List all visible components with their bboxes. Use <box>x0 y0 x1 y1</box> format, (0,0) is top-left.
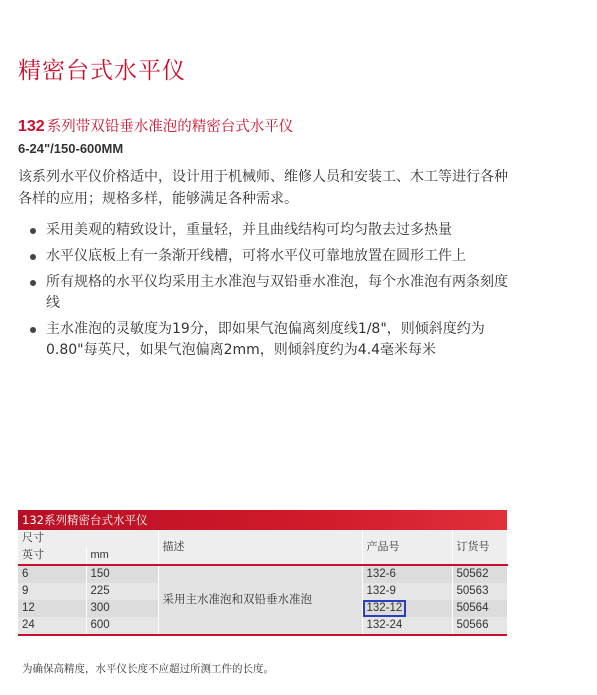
mm-cell: 600 <box>86 617 158 634</box>
series-title-text: 系列带双铅垂水准泡的精密台式水平仪 <box>46 119 294 135</box>
spec-table-container <box>18 510 507 636</box>
table-header-row <box>18 530 507 547</box>
order-header: 订货号 <box>452 530 507 565</box>
series-number: 132 <box>18 118 45 135</box>
product-cell: 132-9 <box>362 583 452 600</box>
series-title <box>18 115 293 136</box>
feature-item <box>24 220 514 241</box>
order-cell: 50564 <box>452 600 507 617</box>
mm-cell: 300 <box>86 600 158 617</box>
feature-item <box>24 272 514 314</box>
feature-text: 水平仪底板上有一条渐开线槽，可将水平仪可靠地放置在圆形工件上 <box>46 248 466 264</box>
inch-cell: 6 <box>18 565 86 583</box>
size-group-header: 尺寸 <box>18 530 158 547</box>
spec-table <box>18 530 508 634</box>
feature-item <box>24 319 514 361</box>
mm-cell: 150 <box>86 565 158 583</box>
intro-paragraph: 该系列水平仪价格适中，设计用于机械师、维修人员和安装工、木工等进行各种各样的应用；规格多样，能够满足各种需求。 <box>18 169 508 207</box>
product-cell <box>362 600 452 617</box>
order-cell: 50566 <box>452 617 507 634</box>
bullet-icon <box>30 280 36 286</box>
product-cell: 132-6 <box>362 565 452 583</box>
feature-item <box>24 246 514 267</box>
bullet-icon <box>30 228 36 234</box>
feature-list <box>24 220 514 366</box>
bullet-icon <box>30 327 36 333</box>
mm-header: mm <box>86 547 158 565</box>
table-row <box>18 565 507 583</box>
bullet-icon <box>30 254 36 260</box>
inch-cell: 9 <box>18 583 86 600</box>
size-range: 6-24"/150-600MM <box>18 141 124 156</box>
mm-cell: 225 <box>86 583 158 600</box>
description-cell: 采用主水准泡和双铅垂水准泡 <box>158 565 362 634</box>
product-header: 产品号 <box>362 530 452 565</box>
feature-text: 主水准泡的灵敏度为19分，即如果气泡偏离刻度线1/8"，则倾斜度约为0.80"每英尺，如果气泡偏离2mm，则倾斜度约为4.4毫米每米 <box>46 321 485 358</box>
order-cell: 50562 <box>452 565 507 583</box>
table-bottom-rule <box>18 634 507 636</box>
inch-cell: 24 <box>18 617 86 634</box>
footnote: 为确保高精度，水平仪长度不应超过所测工件的长度。 <box>22 663 274 675</box>
highlighted-product-number: 132-12 <box>363 600 407 617</box>
feature-text: 采用美观的精致设计，重量轻，并且曲线结构可均匀散去过多热量 <box>46 222 452 238</box>
spec-table-title: 132系列精密台式水平仪 <box>18 510 507 530</box>
inch-cell: 12 <box>18 600 86 617</box>
page-title: 精密台式水平仪 <box>18 58 186 84</box>
order-cell: 50563 <box>452 583 507 600</box>
product-cell: 132-24 <box>362 617 452 634</box>
feature-text: 所有规格的水平仪均采用主水准泡与双铅垂水准泡，每个水准泡有两条刻度线 <box>46 274 508 311</box>
desc-header: 描述 <box>158 530 362 565</box>
inch-header: 英寸 <box>18 547 86 565</box>
